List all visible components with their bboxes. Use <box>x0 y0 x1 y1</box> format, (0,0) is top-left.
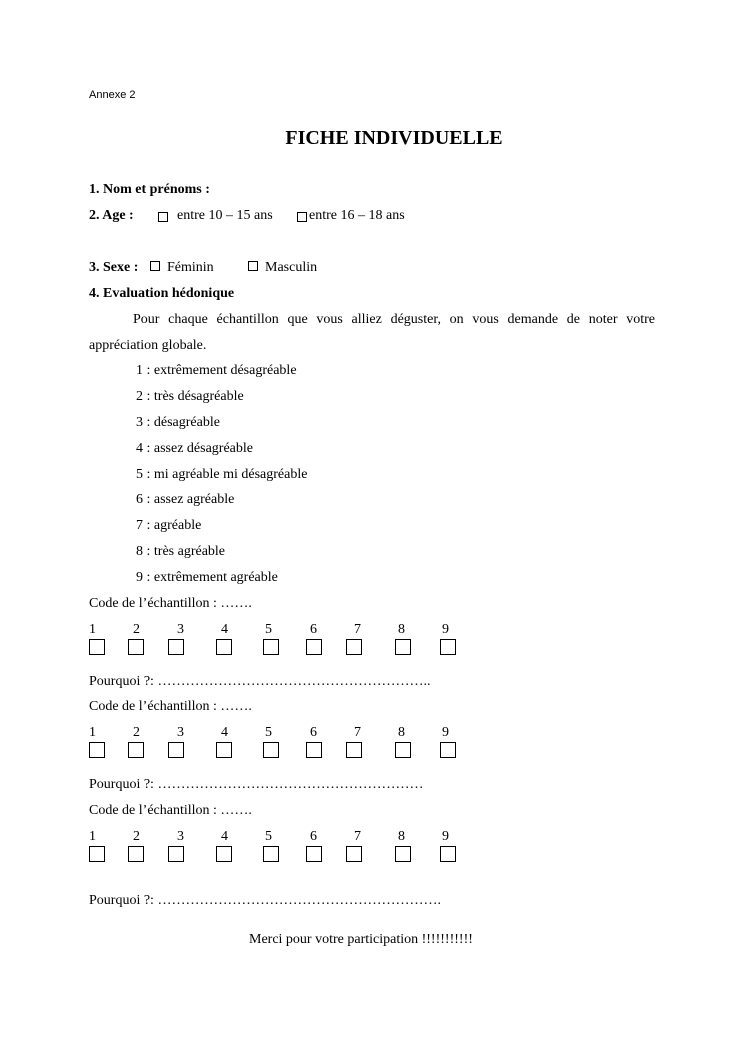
sample-1-score-2-label: 2 <box>133 622 140 637</box>
sample-3-why-field[interactable]: Pourquoi ?: ……………………………………………………. <box>89 893 441 908</box>
sex-label: 3. Sexe : <box>89 260 139 275</box>
sample-3-code-label: Code de l’échantillon : ……. <box>89 803 252 818</box>
sample-1-score-3-label: 3 <box>177 622 184 637</box>
evaluation-intro-line2: appréciation globale. <box>89 338 207 353</box>
sex-option-masculin-checkbox[interactable] <box>248 261 258 271</box>
sample-3-score-7-label: 7 <box>354 829 361 844</box>
sample-3-score-4-label: 4 <box>221 829 228 844</box>
scale-item-8: 8 : très agréable <box>136 544 226 559</box>
sample-1-score-1-label: 1 <box>89 622 96 637</box>
scale-item-5: 5 : mi agréable mi désagréable <box>136 467 308 482</box>
sample-1-score-3-checkbox[interactable] <box>168 639 184 655</box>
sample-3-score-5-label: 5 <box>265 829 272 844</box>
sample-2-score-6-label: 6 <box>310 725 317 740</box>
scale-item-1: 1 : extrêmement désagréable <box>136 363 297 378</box>
scale-item-9: 9 : extrêmement agréable <box>136 570 278 585</box>
sample-3-score-3-checkbox[interactable] <box>168 846 184 862</box>
sex-option-feminin-label: Féminin <box>167 260 214 275</box>
sample-2-why-field[interactable]: Pourquoi ?: ………………………………………………… <box>89 777 424 792</box>
sample-2-score-2-label: 2 <box>133 725 140 740</box>
sample-2-code-label: Code de l’échantillon : ……. <box>89 699 252 714</box>
sample-3-score-4-checkbox[interactable] <box>216 846 232 862</box>
age-option-2-label: entre 16 – 18 ans <box>309 208 405 223</box>
sample-3-score-6-label: 6 <box>310 829 317 844</box>
sample-2-score-3-label: 3 <box>177 725 184 740</box>
sex-option-masculin-label: Masculin <box>265 260 318 275</box>
sample-1-code-label: Code de l’échantillon : ……. <box>89 596 252 611</box>
sample-1-score-1-checkbox[interactable] <box>89 639 105 655</box>
annex-label: Annexe 2 <box>89 89 136 101</box>
sample-1-score-4-label: 4 <box>221 622 228 637</box>
sample-2-score-7-checkbox[interactable] <box>346 742 362 758</box>
sample-1-score-9-checkbox[interactable] <box>440 639 456 655</box>
sample-3-score-1-checkbox[interactable] <box>89 846 105 862</box>
scale-item-6: 6 : assez agréable <box>136 492 235 507</box>
sample-1-score-7-label: 7 <box>354 622 361 637</box>
sample-1-score-6-checkbox[interactable] <box>306 639 322 655</box>
sample-1-score-5-checkbox[interactable] <box>263 639 279 655</box>
sample-1-score-5-label: 5 <box>265 622 272 637</box>
sample-2-score-9-checkbox[interactable] <box>440 742 456 758</box>
sample-1-score-8-checkbox[interactable] <box>395 639 411 655</box>
scale-item-2: 2 : très désagréable <box>136 389 244 404</box>
sample-2-score-1-label: 1 <box>89 725 96 740</box>
sample-3-score-7-checkbox[interactable] <box>346 846 362 862</box>
thanks-message: Merci pour votre participation !!!!!!!!!!! <box>249 932 473 947</box>
age-option-1-label: entre 10 – 15 ans <box>177 208 273 223</box>
sample-2-score-8-checkbox[interactable] <box>395 742 411 758</box>
sample-1-score-7-checkbox[interactable] <box>346 639 362 655</box>
sample-2-score-7-label: 7 <box>354 725 361 740</box>
sample-1-score-2-checkbox[interactable] <box>128 639 144 655</box>
sample-2-score-1-checkbox[interactable] <box>89 742 105 758</box>
sample-2-score-3-checkbox[interactable] <box>168 742 184 758</box>
sample-2-score-9-label: 9 <box>442 725 449 740</box>
sample-2-score-4-checkbox[interactable] <box>216 742 232 758</box>
age-option-1-checkbox[interactable] <box>158 212 168 222</box>
sample-3-score-8-label: 8 <box>398 829 405 844</box>
sample-1-score-9-label: 9 <box>442 622 449 637</box>
sample-2-score-5-label: 5 <box>265 725 272 740</box>
sample-2-score-8-label: 8 <box>398 725 405 740</box>
age-option-2-checkbox[interactable] <box>297 212 307 222</box>
sample-3-score-8-checkbox[interactable] <box>395 846 411 862</box>
page-title: FICHE INDIVIDUELLE <box>285 127 503 149</box>
evaluation-intro-line1: Pour chaque échantillon que vous alliez déguster, on vous demande de noter votre <box>133 312 655 327</box>
sample-1-score-8-label: 8 <box>398 622 405 637</box>
age-label: 2. Age : <box>89 208 134 223</box>
sample-1-score-4-checkbox[interactable] <box>216 639 232 655</box>
sex-option-feminin-checkbox[interactable] <box>150 261 160 271</box>
evaluation-heading: 4. Evaluation hédonique <box>89 286 235 301</box>
sample-3-score-2-checkbox[interactable] <box>128 846 144 862</box>
scale-item-4: 4 : assez désagréable <box>136 441 253 456</box>
sample-3-score-1-label: 1 <box>89 829 96 844</box>
sample-2-score-2-checkbox[interactable] <box>128 742 144 758</box>
sample-3-score-6-checkbox[interactable] <box>306 846 322 862</box>
sample-2-score-6-checkbox[interactable] <box>306 742 322 758</box>
sample-3-score-9-label: 9 <box>442 829 449 844</box>
scale-item-3: 3 : désagréable <box>136 415 220 430</box>
name-label: 1. Nom et prénoms : <box>89 182 210 197</box>
sample-3-score-9-checkbox[interactable] <box>440 846 456 862</box>
sample-3-score-5-checkbox[interactable] <box>263 846 279 862</box>
scale-item-7: 7 : agréable <box>136 518 202 533</box>
sample-1-why-field[interactable]: Pourquoi ?: ………………………………………………….. <box>89 674 431 689</box>
sample-1-score-6-label: 6 <box>310 622 317 637</box>
sample-2-score-5-checkbox[interactable] <box>263 742 279 758</box>
sample-3-score-2-label: 2 <box>133 829 140 844</box>
sample-2-score-4-label: 4 <box>221 725 228 740</box>
sample-3-score-3-label: 3 <box>177 829 184 844</box>
